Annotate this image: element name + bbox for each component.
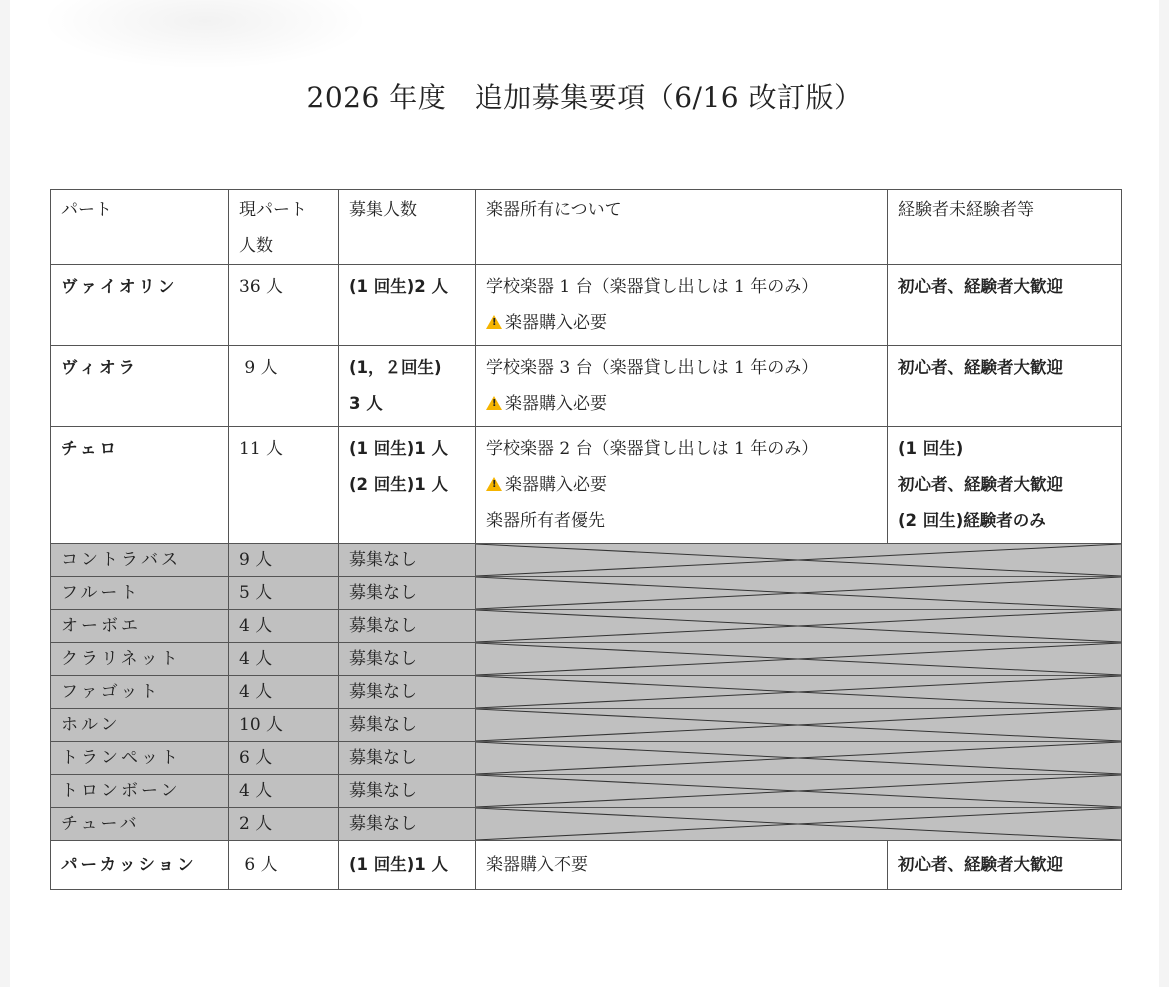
document-page xyxy=(10,0,1159,987)
instrument-warning-line xyxy=(486,305,877,341)
table-row xyxy=(51,427,1122,544)
recruit-line: 3 人 xyxy=(349,394,383,413)
table-row xyxy=(51,265,1122,346)
current-count: 4 人 xyxy=(229,610,339,643)
current-count-value: 9 人 xyxy=(244,358,278,378)
header-current-line2: 人数 xyxy=(239,236,273,256)
current-count xyxy=(229,841,339,890)
closed-row xyxy=(51,643,1122,676)
recruit-count: 募集なし xyxy=(339,610,476,643)
crossed-out-cell xyxy=(476,544,1122,577)
header-instrument: 楽器所有について xyxy=(476,190,888,265)
experience-line: 初心者、経験者大歓迎 xyxy=(898,358,1063,377)
crossed-out-cell xyxy=(476,775,1122,808)
recruit-line: (1 回生)1 人 xyxy=(349,439,449,458)
instrument-warning-text: 楽器購入必要 xyxy=(505,394,607,414)
part-name: ファゴット xyxy=(51,676,229,709)
current-count: 2 人 xyxy=(229,808,339,841)
experience-line: (1 回生) xyxy=(898,439,964,458)
part-name: パーカッション xyxy=(51,841,229,890)
instrument-info xyxy=(476,427,888,544)
closed-row xyxy=(51,808,1122,841)
table-row xyxy=(51,346,1122,427)
instrument-line: 学校楽器 3 台（楽器貸し出しは 1 年のみ） xyxy=(486,358,819,378)
crossed-out-cell xyxy=(476,676,1122,709)
current-count: 5 人 xyxy=(229,577,339,610)
header-part: パート xyxy=(51,190,229,265)
recruit-count: 募集なし xyxy=(339,544,476,577)
instrument-info: 楽器購入不要 xyxy=(476,841,888,890)
recruit-count: 募集なし xyxy=(339,709,476,742)
part-name: オーボエ xyxy=(51,610,229,643)
cross-lines xyxy=(476,808,1121,840)
current-count xyxy=(229,346,339,427)
part-name: ヴィオラ xyxy=(51,346,229,427)
document-title: 2026 年度 追加募集要項（6/16 改訂版） xyxy=(306,81,863,114)
current-count: 36 人 xyxy=(229,265,339,346)
instrument-line: 楽器所有者優先 xyxy=(486,511,605,531)
header-current xyxy=(229,190,339,265)
instrument-info xyxy=(476,346,888,427)
part-name: ホルン xyxy=(51,709,229,742)
warning-icon xyxy=(486,396,502,410)
recruit-count: 募集なし xyxy=(339,577,476,610)
table-row xyxy=(51,841,1122,890)
cross-lines xyxy=(476,775,1121,807)
header-recruit: 募集人数 xyxy=(339,190,476,265)
closed-row xyxy=(51,610,1122,643)
crossed-out-cell xyxy=(476,577,1122,610)
cross-lines xyxy=(476,577,1121,609)
closed-row xyxy=(51,544,1122,577)
crossed-out-cell xyxy=(476,742,1122,775)
part-name: トランペット xyxy=(51,742,229,775)
current-count: 9 人 xyxy=(229,544,339,577)
current-count: 10 人 xyxy=(229,709,339,742)
cross-lines xyxy=(476,709,1121,741)
current-count: 6 人 xyxy=(229,742,339,775)
header-row xyxy=(51,190,1122,265)
closed-row xyxy=(51,709,1122,742)
warning-icon xyxy=(486,477,502,491)
part-name: クラリネット xyxy=(51,643,229,676)
cross-lines xyxy=(476,676,1121,708)
experience-info xyxy=(888,427,1122,544)
closed-row xyxy=(51,775,1122,808)
recruitment-table xyxy=(50,189,1122,890)
cross-lines xyxy=(476,742,1121,774)
header-experience: 経験者未経験者等 xyxy=(888,190,1122,265)
recruit-count xyxy=(339,265,476,346)
current-count: 4 人 xyxy=(229,643,339,676)
recruit-count xyxy=(339,346,476,427)
experience-info: 初心者、経験者大歓迎 xyxy=(888,841,1122,890)
recruit-count: (1 回生)1 人 xyxy=(339,841,476,890)
crossed-out-cell xyxy=(476,808,1122,841)
part-name: チューバ xyxy=(51,808,229,841)
experience-line: (2 回生)経験者のみ xyxy=(898,511,1046,530)
part-name: トロンボーン xyxy=(51,775,229,808)
current-count-value: 6 人 xyxy=(244,855,278,875)
instrument-warning-text: 楽器購入必要 xyxy=(505,313,607,333)
page-shadow xyxy=(40,0,370,70)
current-count: 4 人 xyxy=(229,676,339,709)
recruit-line: (1，２回生) xyxy=(349,358,442,377)
part-name: ヴァイオリン xyxy=(51,265,229,346)
recruit-count: 募集なし xyxy=(339,643,476,676)
closed-row xyxy=(51,676,1122,709)
instrument-warning-line xyxy=(486,467,877,503)
recruit-count: 募集なし xyxy=(339,676,476,709)
recruit-line: (1 回生)2 人 xyxy=(349,277,449,296)
experience-info xyxy=(888,346,1122,427)
instrument-info xyxy=(476,265,888,346)
header-current-line1: 現パート xyxy=(239,200,307,220)
recruit-line: (2 回生)1 人 xyxy=(349,475,449,494)
current-count: 4 人 xyxy=(229,775,339,808)
cross-lines xyxy=(476,544,1121,576)
crossed-out-cell xyxy=(476,610,1122,643)
part-name: チェロ xyxy=(51,427,229,544)
experience-info xyxy=(888,265,1122,346)
experience-line: 初心者、経験者大歓迎 xyxy=(898,277,1063,296)
closed-row xyxy=(51,742,1122,775)
cross-lines xyxy=(476,643,1121,675)
recruit-count: 募集なし xyxy=(339,775,476,808)
recruit-count: 募集なし xyxy=(339,742,476,775)
instrument-warning-line xyxy=(486,386,877,422)
instrument-line: 学校楽器 2 台（楽器貸し出しは 1 年のみ） xyxy=(486,439,819,459)
crossed-out-cell xyxy=(476,643,1122,676)
cross-lines xyxy=(476,610,1121,642)
instrument-line: 学校楽器 1 台（楽器貸し出しは 1 年のみ） xyxy=(486,277,819,297)
recruit-count xyxy=(339,427,476,544)
part-name: フルート xyxy=(51,577,229,610)
experience-line: 初心者、経験者大歓迎 xyxy=(898,475,1063,494)
instrument-warning-text: 楽器購入必要 xyxy=(505,475,607,495)
current-count: 11 人 xyxy=(229,427,339,544)
recruit-count: 募集なし xyxy=(339,808,476,841)
closed-row xyxy=(51,577,1122,610)
crossed-out-cell xyxy=(476,709,1122,742)
part-name: コントラバス xyxy=(51,544,229,577)
warning-icon xyxy=(486,315,502,329)
